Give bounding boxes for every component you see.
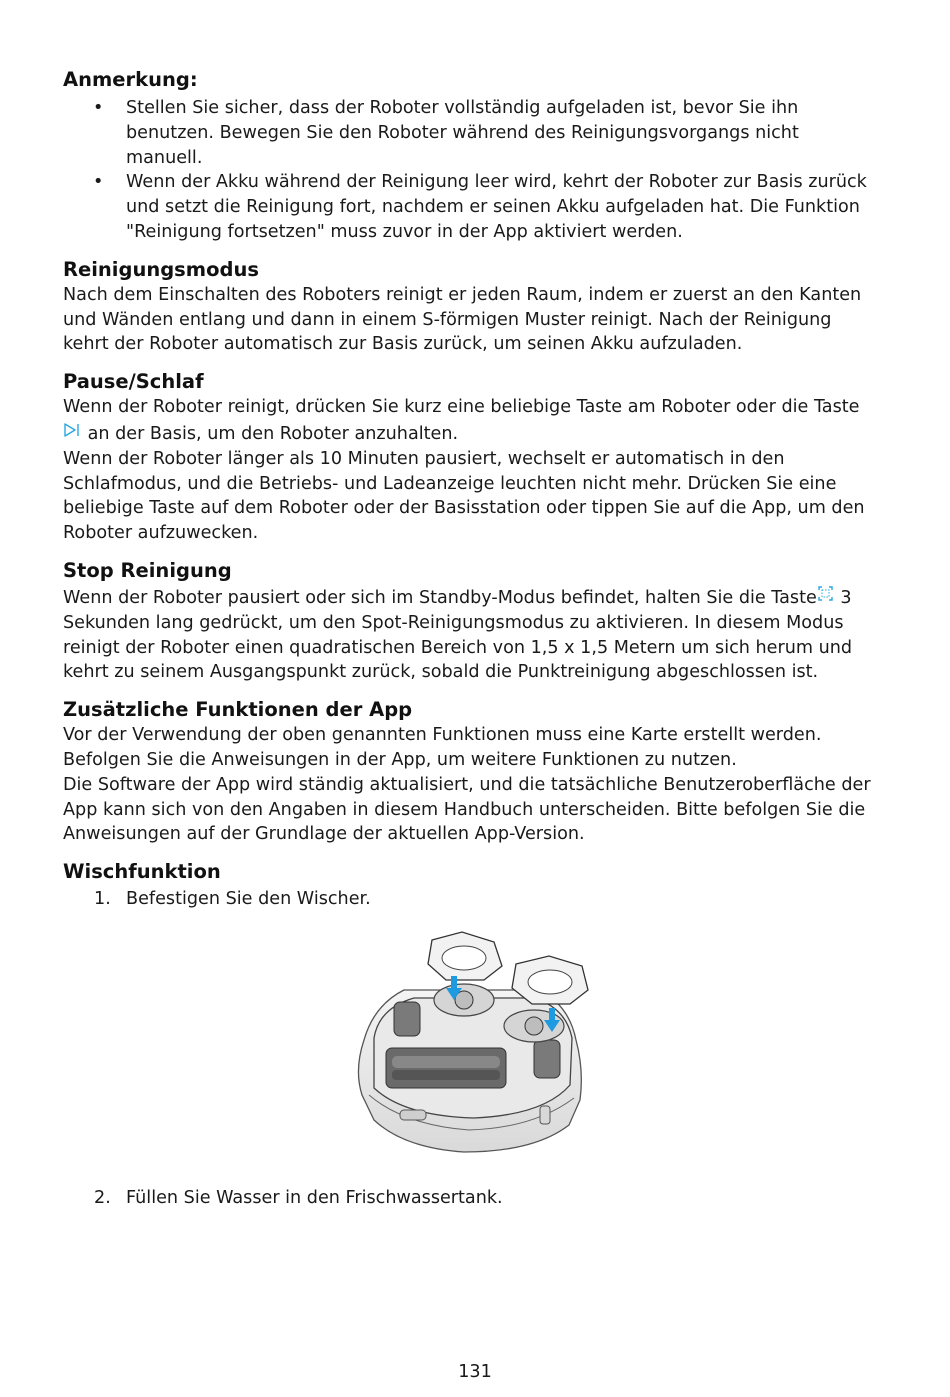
reinigungsmodus-text: Nach dem Einschalten des Roboters reinigt er jeden Raum, indem er zuerst an den Kanten und Wänden entlang und dann in einem S-förmigen Muster reinigt. Nach der Reinigung kehrt der Roboter automatisch zur Basis zurück, um seinen Akku aufzuladen. [63,284,862,355]
stop-heading: Stop Reinigung [63,558,232,582]
wisch-steps-continued [63,1186,878,1211]
play-pause-icon [64,420,80,445]
stop-paragraph [63,584,878,685]
stop-text-before-icon: Wenn der Roboter pausiert oder sich im Standby-Modus befindet, halten Sie die Taste [63,587,817,608]
app-line-2: Befolgen Sie die Anweisungen in der App, um weitere Funktionen zu nutzen. [63,749,737,770]
step-number: 2. [94,1187,111,1208]
step-text: Füllen Sie Wasser in den Frischwassertank. [126,1187,503,1208]
pause-paragraph [63,395,878,447]
app-heading: Zusätzliche Funktionen der App [63,698,413,722]
list-item-text: Stellen Sie sicher, dass der Roboter vollständig aufgeladen ist, bevor Sie ihn benutzen. Bewegen Sie den Roboter während des Reinigungsvorgangs nicht manuell. [126,98,799,168]
stop-text-after-icon: 3 Sekunden lang gedrückt, um den Spot-Reinigungsmodus zu aktivieren. In diesem Modus reinigt der Roboter einen quadratischen Bereich von 1,5 x 1,5 Metern um sich herum und kehrt zu seinem Ausgangspunkt zurück, sobald die Punktreinigung abgeschlossen ist. [63,587,853,683]
pause-heading: Pause/Schlaf [63,370,204,394]
spot-clean-icon [818,584,833,609]
bullet: • [93,172,104,193]
wisch-steps [63,887,878,912]
page-number: 131 [458,1362,492,1382]
list-item [63,96,878,170]
list-item-text: Wenn der Akku während der Reinigung leer wird, kehrt der Roboter zur Basis zurück und setzt die Reinigung fort, nachdem er seinen Akku aufgeladen hat. Die Funktion "Reinigung fortsetzen" muss zuvor in der App aktiviert werden. [126,172,867,242]
bullet: • [93,98,104,118]
step-number: 1. [94,889,111,910]
step-text: Befestigen Sie den Wischer. [126,889,371,910]
reinigungsmodus-heading: Reinigungsmodus [63,257,259,281]
app-line-3: Die Software der App wird ständig aktualisiert, und die tatsächliche Benutzeroberfläche der App kann sich von den Angaben in diesem Handbuch unterscheiden. Bitte befolgen Sie die Anweisungen auf der Grundlage der aktuellen App-Version. [63,774,871,845]
list-item [63,170,878,244]
list-item [63,1186,878,1211]
anmerkung-list [63,96,878,245]
app-line-1: Vor der Verwendung der oben genannten Funktionen muss eine Karte erstellt werden. [63,725,822,746]
list-item [63,887,878,912]
pause-text-before-icon: Wenn der Roboter reinigt, drücken Sie kurz eine beliebige Taste am Roboter oder die Taste [63,397,860,418]
robot-mop-illustration [344,920,592,1164]
pause-text-after-icon: an der Basis, um den Roboter anzuhalten. [82,423,459,444]
page-content [63,66,878,1211]
anmerkung-heading: Anmerkung: [63,68,198,91]
pause-text-2: Wenn der Roboter länger als 10 Minuten pausiert, wechselt er automatisch in den Schlafmodus, und die Betriebs- und Ladeanzeige leuchten nicht mehr. Drücken Sie eine beliebige Taste auf dem Roboter oder der Basisstation oder tippen Sie auf die App, um den Roboter aufzuwecken. [63,448,865,544]
wisch-heading: Wischfunktion [63,860,221,884]
